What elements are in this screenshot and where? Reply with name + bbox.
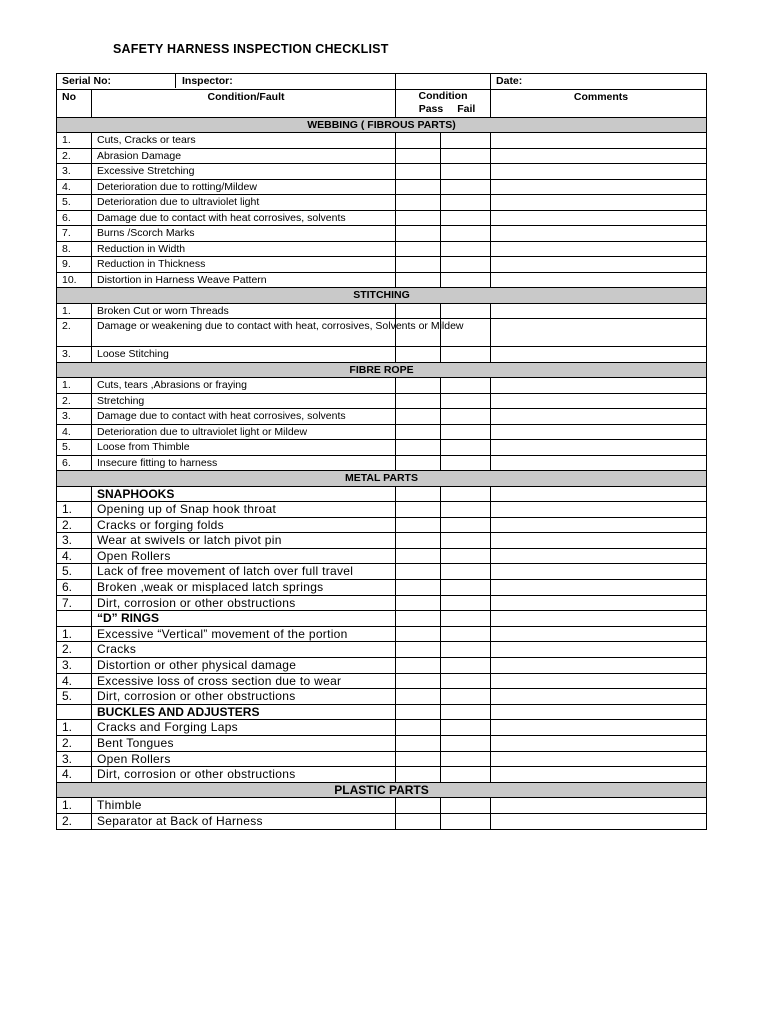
comments-cell[interactable] xyxy=(491,798,707,814)
pass-cell[interactable] xyxy=(396,226,441,242)
fail-cell[interactable] xyxy=(441,272,491,288)
item-number: 6. xyxy=(57,210,92,226)
item-description: Deterioration due to rotting/Mildew xyxy=(92,179,396,195)
fail-cell[interactable] xyxy=(441,148,491,164)
table-row xyxy=(57,226,707,242)
pass-cell[interactable] xyxy=(396,424,441,440)
fail-cell[interactable] xyxy=(441,241,491,257)
item-number: 4. xyxy=(57,673,92,689)
item-number: 2. xyxy=(57,517,92,533)
d-rings-subheading-row xyxy=(57,611,707,627)
fail-cell[interactable] xyxy=(441,642,491,658)
item-number: 8. xyxy=(57,241,92,257)
table-row xyxy=(57,424,707,440)
item-description: Excessive “Vertical” movement of the portion xyxy=(92,626,396,642)
item-number: 4. xyxy=(57,179,92,195)
pass-cell[interactable] xyxy=(396,580,441,596)
comments-header: Comments xyxy=(491,89,707,117)
item-description: Deterioration due to ultraviolet light or Mildew xyxy=(92,424,396,440)
item-number: 3. xyxy=(57,347,92,363)
metal-parts-section-title: METAL PARTS xyxy=(57,471,707,487)
comments-cell[interactable] xyxy=(491,241,707,257)
inspector-value-cell[interactable] xyxy=(396,74,491,90)
item-number: 2. xyxy=(57,393,92,409)
pass-cell[interactable] xyxy=(396,517,441,533)
comments-cell[interactable] xyxy=(491,736,707,752)
comments-cell[interactable] xyxy=(491,440,707,456)
fail-cell[interactable] xyxy=(441,626,491,642)
pass-cell[interactable] xyxy=(396,767,441,783)
d-rings-subheading: “D” RINGS xyxy=(92,611,396,627)
table-row xyxy=(57,133,707,149)
item-number: 5. xyxy=(57,564,92,580)
table-row xyxy=(57,393,707,409)
fail-header: Fail xyxy=(457,103,476,115)
pass-cell[interactable] xyxy=(396,440,441,456)
item-description: Cracks and Forging Laps xyxy=(92,720,396,736)
pass-cell[interactable] xyxy=(396,393,441,409)
table-row xyxy=(57,179,707,195)
item-number: 1. xyxy=(57,502,92,518)
fail-cell[interactable] xyxy=(441,347,491,363)
comments-cell[interactable] xyxy=(491,195,707,211)
pass-cell[interactable] xyxy=(396,210,441,226)
comments-cell[interactable] xyxy=(491,580,707,596)
table-row xyxy=(57,502,707,518)
pass-cell[interactable] xyxy=(396,704,441,720)
item-description: Excessive loss of cross section due to wear xyxy=(92,673,396,689)
item-description: Damage or weakening due to contact with heat, corrosives, Solvents or Mildew xyxy=(92,319,396,347)
buckles-subheading-row xyxy=(57,704,707,720)
item-number: 4. xyxy=(57,424,92,440)
item-description: Loose from Thimble xyxy=(92,440,396,456)
table-row xyxy=(57,548,707,564)
fail-cell[interactable] xyxy=(441,736,491,752)
item-number: 2. xyxy=(57,642,92,658)
condition-fault-header: Condition/Fault xyxy=(92,89,396,117)
pass-cell[interactable] xyxy=(396,272,441,288)
table-row xyxy=(57,409,707,425)
item-description: Separator at Back of Harness xyxy=(92,813,396,829)
table-row xyxy=(57,347,707,363)
item-description: Damage due to contact with heat corrosives, solvents xyxy=(92,409,396,425)
pass-cell[interactable] xyxy=(396,595,441,611)
item-description: Insecure fitting to harness xyxy=(92,455,396,471)
webbing-section xyxy=(57,117,707,133)
item-number: 1. xyxy=(57,720,92,736)
item-description: Dirt, corrosion or other obstructions xyxy=(92,689,396,705)
pass-cell[interactable] xyxy=(396,148,441,164)
pass-cell[interactable] xyxy=(396,736,441,752)
pass-cell[interactable] xyxy=(396,257,441,273)
fail-cell[interactable] xyxy=(441,226,491,242)
item-number: 1. xyxy=(57,133,92,149)
table-row xyxy=(57,272,707,288)
item-description: Lack of free movement of latch over full travel xyxy=(92,564,396,580)
item-description: Cracks xyxy=(92,642,396,658)
item-description: Bent Tongues xyxy=(92,736,396,752)
table-row xyxy=(57,455,707,471)
pass-cell[interactable] xyxy=(396,689,441,705)
table-row xyxy=(57,595,707,611)
table-row xyxy=(57,378,707,394)
comments-cell[interactable] xyxy=(491,720,707,736)
pass-cell[interactable] xyxy=(396,673,441,689)
table-row xyxy=(57,148,707,164)
comments-cell[interactable] xyxy=(491,751,707,767)
fail-cell[interactable] xyxy=(441,580,491,596)
table-row xyxy=(57,195,707,211)
pass-cell[interactable] xyxy=(396,195,441,211)
fail-cell[interactable] xyxy=(441,303,491,319)
item-description: Broken Cut or worn Threads xyxy=(92,303,396,319)
table-row xyxy=(57,440,707,456)
item-description: Dirt, corrosion or other obstructions xyxy=(92,767,396,783)
item-number: 5. xyxy=(57,195,92,211)
item-description: Excessive Stretching xyxy=(92,164,396,180)
table-row xyxy=(57,533,707,549)
table-row xyxy=(57,319,707,347)
serial-label: Serial No: xyxy=(57,74,176,88)
comments-cell[interactable] xyxy=(491,704,707,720)
fail-cell[interactable] xyxy=(441,548,491,564)
table-row xyxy=(57,210,707,226)
item-number: 4. xyxy=(57,548,92,564)
item-description: Open Rollers xyxy=(92,751,396,767)
pass-cell[interactable] xyxy=(396,564,441,580)
item-description: Distortion or other physical damage xyxy=(92,658,396,674)
fail-cell[interactable] xyxy=(441,517,491,533)
pass-cell[interactable] xyxy=(396,241,441,257)
item-number: 3. xyxy=(57,658,92,674)
item-description: Cuts, Cracks or tears xyxy=(92,133,396,149)
table-row xyxy=(57,517,707,533)
item-description: Burns /Scorch Marks xyxy=(92,226,396,242)
item-description: Loose Stitching xyxy=(92,347,396,363)
comments-cell[interactable] xyxy=(491,378,707,394)
item-number: 2. xyxy=(57,813,92,829)
pass-cell[interactable] xyxy=(396,164,441,180)
table-row xyxy=(57,736,707,752)
fail-cell[interactable] xyxy=(441,455,491,471)
page-title: SAFETY HARNESS INSPECTION CHECKLIST xyxy=(113,42,389,56)
table-row xyxy=(57,626,707,642)
item-number: 5. xyxy=(57,440,92,456)
fail-cell[interactable] xyxy=(441,767,491,783)
pass-cell[interactable] xyxy=(396,133,441,149)
comments-cell[interactable] xyxy=(491,424,707,440)
pass-cell[interactable] xyxy=(396,751,441,767)
comments-cell[interactable] xyxy=(491,813,707,829)
comments-cell[interactable] xyxy=(491,548,707,564)
pass-cell[interactable] xyxy=(396,720,441,736)
snaphooks-subheading-row xyxy=(57,486,707,502)
item-description: Broken ,weak or misplaced latch springs xyxy=(92,580,396,596)
inspection-table xyxy=(56,73,707,830)
fail-cell[interactable] xyxy=(441,751,491,767)
item-number: 1. xyxy=(57,303,92,319)
item-number: 3. xyxy=(57,533,92,549)
comments-cell[interactable] xyxy=(491,393,707,409)
comments-cell[interactable] xyxy=(491,517,707,533)
plastic-parts-section-title: PLASTIC PARTS xyxy=(57,782,707,798)
item-number: 2. xyxy=(57,319,92,347)
pass-header: Pass xyxy=(418,103,444,115)
item-number: 5. xyxy=(57,689,92,705)
table-row xyxy=(57,241,707,257)
pass-cell[interactable] xyxy=(396,611,441,627)
item-description: Cuts, tears ,Abrasions or fraying xyxy=(92,378,396,394)
item-description: Thimble xyxy=(92,798,396,814)
pass-cell[interactable] xyxy=(396,642,441,658)
fail-cell[interactable] xyxy=(441,486,491,502)
fail-cell[interactable] xyxy=(441,440,491,456)
comments-cell[interactable] xyxy=(491,533,707,549)
item-number: 9. xyxy=(57,257,92,273)
pass-cell[interactable] xyxy=(396,626,441,642)
fail-cell[interactable] xyxy=(441,564,491,580)
fail-cell[interactable] xyxy=(441,257,491,273)
table-row xyxy=(57,658,707,674)
table-row xyxy=(57,689,707,705)
table-row xyxy=(57,798,707,814)
comments-cell[interactable] xyxy=(491,502,707,518)
table-row xyxy=(57,767,707,783)
item-description: Abrasion Damage xyxy=(92,148,396,164)
fail-cell[interactable] xyxy=(441,195,491,211)
comments-cell[interactable] xyxy=(491,595,707,611)
item-description: Cracks or forging folds xyxy=(92,517,396,533)
comments-cell[interactable] xyxy=(491,257,707,273)
fibre-rope-section-title: FIBRE ROPE xyxy=(57,362,707,378)
pass-cell[interactable] xyxy=(396,658,441,674)
table-row xyxy=(57,720,707,736)
fail-cell[interactable] xyxy=(441,378,491,394)
pass-cell[interactable] xyxy=(396,533,441,549)
fail-cell[interactable] xyxy=(441,595,491,611)
table-row xyxy=(57,580,707,596)
fail-cell[interactable] xyxy=(441,502,491,518)
fail-cell[interactable] xyxy=(441,409,491,425)
comments-cell[interactable] xyxy=(491,658,707,674)
item-number: 1. xyxy=(57,798,92,814)
fail-cell[interactable] xyxy=(441,164,491,180)
metal-parts-section xyxy=(57,471,707,487)
pass-cell[interactable] xyxy=(396,347,441,363)
comments-cell[interactable] xyxy=(491,210,707,226)
fail-cell[interactable] xyxy=(441,658,491,674)
fibre-rope-section xyxy=(57,362,707,378)
comments-cell[interactable] xyxy=(491,179,707,195)
fail-cell[interactable] xyxy=(441,210,491,226)
item-number: 3. xyxy=(57,164,92,180)
item-number: 6. xyxy=(57,455,92,471)
item-description: Dirt, corrosion or other obstructions xyxy=(92,595,396,611)
item-number: 7. xyxy=(57,595,92,611)
comments-cell[interactable] xyxy=(491,409,707,425)
pass-cell[interactable] xyxy=(396,486,441,502)
fail-cell[interactable] xyxy=(441,179,491,195)
fail-cell[interactable] xyxy=(441,720,491,736)
buckles-subheading: BUCKLES AND ADJUSTERS xyxy=(92,704,396,720)
fail-cell[interactable] xyxy=(441,798,491,814)
pass-cell[interactable] xyxy=(396,409,441,425)
comments-cell[interactable] xyxy=(491,611,707,627)
stitching-section-title: STITCHING xyxy=(57,288,707,304)
date-label: Date: xyxy=(491,74,707,90)
pass-cell[interactable] xyxy=(396,502,441,518)
header-row-2 xyxy=(57,89,707,117)
item-description: Reduction in Thickness xyxy=(92,257,396,273)
comments-cell[interactable] xyxy=(491,319,707,347)
comments-cell[interactable] xyxy=(491,486,707,502)
fail-cell[interactable] xyxy=(441,133,491,149)
table-row xyxy=(57,564,707,580)
item-number: 10. xyxy=(57,272,92,288)
item-description: Wear at swivels or latch pivot pin xyxy=(92,533,396,549)
fail-cell[interactable] xyxy=(441,533,491,549)
comments-cell[interactable] xyxy=(491,689,707,705)
item-number: 1. xyxy=(57,626,92,642)
item-description: Stretching xyxy=(92,393,396,409)
item-number: 7. xyxy=(57,226,92,242)
comments-cell[interactable] xyxy=(491,133,707,149)
table-row xyxy=(57,642,707,658)
item-number: 2. xyxy=(57,736,92,752)
comments-cell[interactable] xyxy=(491,303,707,319)
table-row xyxy=(57,303,707,319)
item-number: 4. xyxy=(57,767,92,783)
comments-cell[interactable] xyxy=(491,767,707,783)
header-row-1 xyxy=(57,74,707,90)
no-header: No xyxy=(57,89,92,117)
inspector-label: Inspector: xyxy=(182,75,233,87)
item-description: Opening up of Snap hook throat xyxy=(92,502,396,518)
fail-cell[interactable] xyxy=(441,813,491,829)
pass-cell[interactable] xyxy=(396,303,441,319)
pass-cell[interactable] xyxy=(396,455,441,471)
pass-cell[interactable] xyxy=(396,548,441,564)
comments-cell[interactable] xyxy=(491,642,707,658)
comments-cell[interactable] xyxy=(491,347,707,363)
comments-cell[interactable] xyxy=(491,226,707,242)
snaphooks-subheading: SNAPHOOKS xyxy=(92,486,396,502)
fail-cell[interactable] xyxy=(441,704,491,720)
fail-cell[interactable] xyxy=(441,424,491,440)
stitching-section xyxy=(57,288,707,304)
pass-cell[interactable] xyxy=(396,798,441,814)
comments-cell[interactable] xyxy=(491,673,707,689)
item-description: Distortion in Harness Weave Pattern xyxy=(92,272,396,288)
item-description: Reduction in Width xyxy=(92,241,396,257)
fail-cell[interactable] xyxy=(441,611,491,627)
comments-cell[interactable] xyxy=(491,455,707,471)
fail-cell[interactable] xyxy=(441,673,491,689)
item-number: 3. xyxy=(57,409,92,425)
comments-cell[interactable] xyxy=(491,626,707,642)
comments-cell[interactable] xyxy=(491,564,707,580)
comments-cell[interactable] xyxy=(491,272,707,288)
table-row xyxy=(57,164,707,180)
pass-cell[interactable] xyxy=(396,179,441,195)
pass-cell[interactable] xyxy=(396,378,441,394)
item-description: Damage due to contact with heat corrosives, solvents xyxy=(92,210,396,226)
plastic-parts-section xyxy=(57,782,707,798)
comments-cell[interactable] xyxy=(491,148,707,164)
comments-cell[interactable] xyxy=(491,164,707,180)
fail-cell[interactable] xyxy=(441,393,491,409)
condition-header: Condition xyxy=(418,89,468,102)
item-number: 6. xyxy=(57,580,92,596)
item-number: 2. xyxy=(57,148,92,164)
item-number: 1. xyxy=(57,378,92,394)
webbing-section-title: WEBBING ( FIBROUS PARTS) xyxy=(57,117,707,133)
table-row xyxy=(57,673,707,689)
pass-cell[interactable] xyxy=(396,813,441,829)
item-description: Deterioration due to ultraviolet light xyxy=(92,195,396,211)
table-row xyxy=(57,257,707,273)
table-row xyxy=(57,813,707,829)
fail-cell[interactable] xyxy=(441,689,491,705)
table-row xyxy=(57,751,707,767)
item-number: 3. xyxy=(57,751,92,767)
item-description: Open Rollers xyxy=(92,548,396,564)
